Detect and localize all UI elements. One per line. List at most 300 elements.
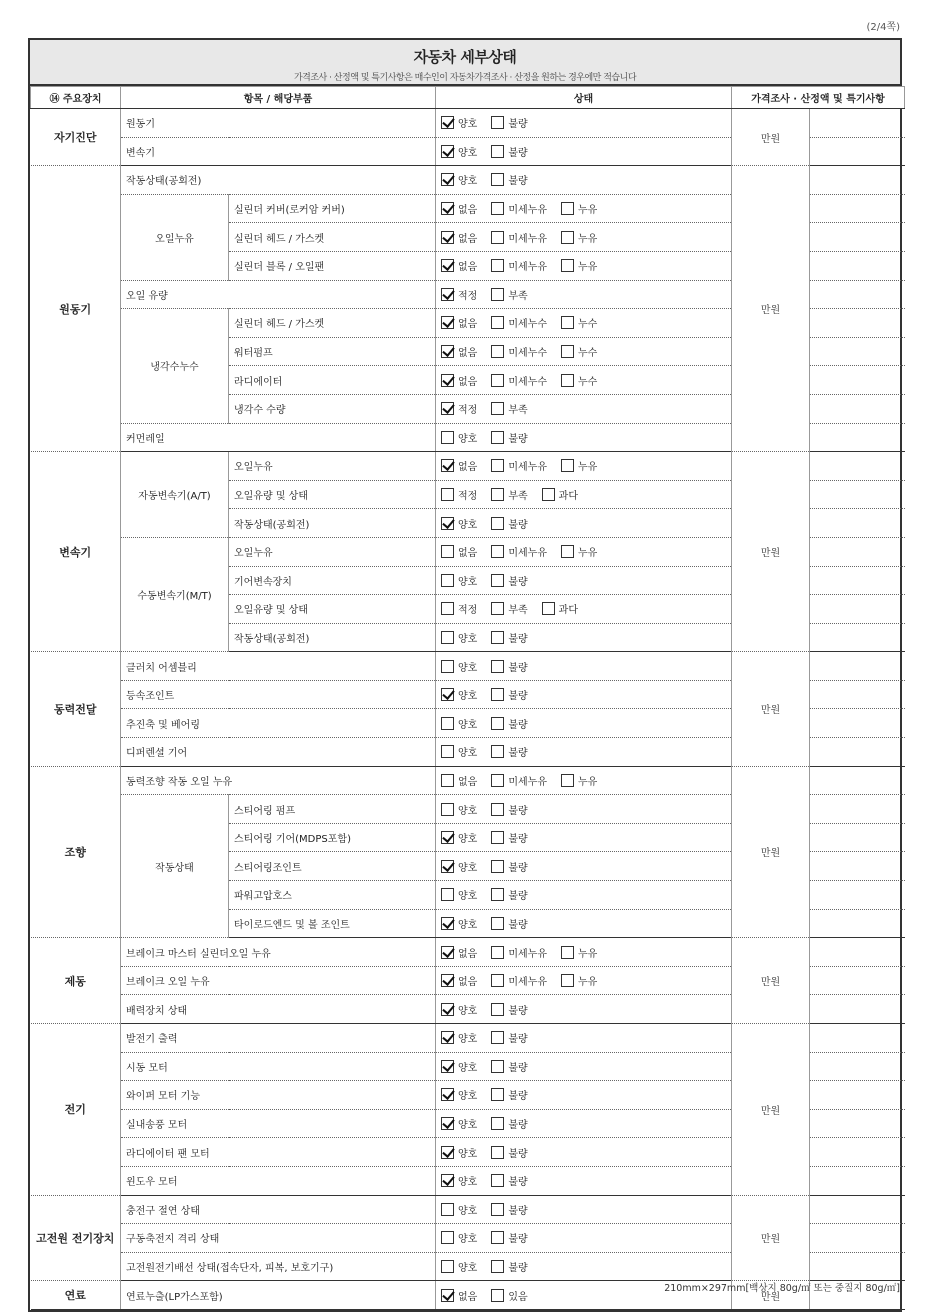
status-option[interactable] <box>441 687 477 702</box>
item-label: 라디에이터 팬 모터 <box>121 1138 436 1167</box>
checkbox[interactable] <box>542 488 555 501</box>
option-label: 미세누유 <box>508 462 547 474</box>
status-option[interactable] <box>491 401 527 416</box>
remarks-cell[interactable] <box>810 1224 905 1253</box>
status-cell <box>436 766 732 795</box>
status-option[interactable] <box>491 1116 527 1131</box>
remarks-cell[interactable] <box>810 709 905 738</box>
table-row <box>31 652 905 681</box>
remarks-cell[interactable] <box>810 337 905 366</box>
checkbox[interactable] <box>491 231 504 244</box>
status-option[interactable] <box>491 687 527 702</box>
checked-checkbox[interactable] <box>441 1060 454 1073</box>
checked-checkbox[interactable] <box>441 1289 454 1302</box>
checkbox[interactable] <box>491 1117 504 1130</box>
option-label: 누유 <box>577 548 598 560</box>
checked-checkbox[interactable] <box>441 345 454 358</box>
status-option[interactable] <box>491 1059 527 1074</box>
checkbox[interactable] <box>441 1203 454 1216</box>
status-option[interactable] <box>491 1145 527 1160</box>
status-option[interactable] <box>441 916 477 931</box>
status-option[interactable] <box>441 1087 477 1102</box>
remarks-cell[interactable] <box>810 623 905 652</box>
status-option[interactable] <box>441 544 477 559</box>
option-label: 양호 <box>458 862 478 874</box>
status-option[interactable] <box>441 659 477 674</box>
checkbox[interactable] <box>561 459 574 472</box>
checkbox[interactable] <box>561 946 574 959</box>
option-label: 적정 <box>458 491 478 503</box>
option-label: 불량 <box>508 748 528 760</box>
checkbox[interactable] <box>441 631 454 644</box>
sub-category: 자동변속기(A/T) <box>121 452 229 538</box>
checkbox[interactable] <box>491 345 504 358</box>
remarks-cell[interactable] <box>810 881 905 910</box>
status-option[interactable] <box>491 315 547 330</box>
option-label: 양호 <box>458 805 478 817</box>
checkbox[interactable] <box>491 1003 504 1016</box>
checked-checkbox[interactable] <box>441 1174 454 1187</box>
checked-checkbox[interactable] <box>441 1146 454 1159</box>
status-option[interactable] <box>561 773 597 788</box>
status-options <box>441 830 726 845</box>
status-option[interactable] <box>491 344 547 359</box>
status-option[interactable] <box>441 230 477 245</box>
remarks-cell[interactable] <box>810 1252 905 1281</box>
status-option[interactable] <box>441 1259 477 1274</box>
checked-checkbox[interactable] <box>441 288 454 301</box>
checkbox[interactable] <box>491 545 504 558</box>
status-option[interactable] <box>441 373 477 388</box>
item-label: 발전기 출력 <box>121 1024 436 1053</box>
option-label: 불량 <box>508 1148 528 1160</box>
checkbox[interactable] <box>491 1174 504 1187</box>
checkbox[interactable] <box>491 116 504 129</box>
checkbox[interactable] <box>542 602 555 615</box>
option-label: 불량 <box>508 1120 528 1132</box>
status-option[interactable] <box>441 1230 477 1245</box>
header-status: 상태 <box>436 87 732 109</box>
checkbox[interactable] <box>491 517 504 530</box>
status-option[interactable] <box>491 1030 527 1045</box>
checkbox[interactable] <box>561 259 574 272</box>
status-options <box>441 258 726 273</box>
checkbox[interactable] <box>491 145 504 158</box>
remarks-cell[interactable] <box>810 309 905 338</box>
status-option[interactable] <box>441 487 477 502</box>
checked-checkbox[interactable] <box>441 145 454 158</box>
status-option[interactable] <box>561 373 597 388</box>
status-option[interactable] <box>441 859 477 874</box>
item-label: 스티어링 펌프 <box>229 795 436 824</box>
checkbox[interactable] <box>491 774 504 787</box>
status-option[interactable] <box>441 201 477 216</box>
option-label: 미세누유 <box>508 776 547 788</box>
checkbox[interactable] <box>491 602 504 615</box>
status-option[interactable] <box>491 573 527 588</box>
option-label: 누유 <box>577 205 598 217</box>
checked-checkbox[interactable] <box>441 831 454 844</box>
price-unit: 만원 <box>732 452 810 652</box>
item-label: 워터펌프 <box>229 337 436 366</box>
checkbox[interactable] <box>491 1031 504 1044</box>
checkbox[interactable] <box>491 1088 504 1101</box>
option-label: 불량 <box>508 862 528 874</box>
status-options <box>441 945 726 960</box>
remarks-cell[interactable] <box>810 394 905 423</box>
status-option[interactable] <box>542 601 578 616</box>
checked-checkbox[interactable] <box>441 374 454 387</box>
status-options <box>441 687 726 702</box>
status-option[interactable] <box>491 945 547 960</box>
checkbox[interactable] <box>491 574 504 587</box>
checkbox[interactable] <box>491 1260 504 1273</box>
status-option[interactable] <box>441 573 477 588</box>
status-option[interactable] <box>561 201 597 216</box>
status-option[interactable] <box>441 1059 477 1074</box>
status-option[interactable] <box>561 230 597 245</box>
checked-checkbox[interactable] <box>441 259 454 272</box>
remarks-cell[interactable] <box>810 109 905 138</box>
status-option[interactable] <box>491 373 547 388</box>
status-option[interactable] <box>441 401 477 416</box>
status-option[interactable] <box>491 144 527 159</box>
checkbox[interactable] <box>561 974 574 987</box>
remarks-cell[interactable] <box>810 595 905 624</box>
status-option[interactable] <box>542 487 578 502</box>
option-label: 미세누유 <box>508 205 547 217</box>
checked-checkbox[interactable] <box>441 1031 454 1044</box>
status-option[interactable] <box>491 859 527 874</box>
status-option[interactable] <box>491 230 547 245</box>
status-option[interactable] <box>441 1202 477 1217</box>
remarks-cell[interactable] <box>810 795 905 824</box>
checked-checkbox[interactable] <box>441 974 454 987</box>
checked-checkbox[interactable] <box>441 173 454 186</box>
status-option[interactable] <box>491 830 527 845</box>
status-option[interactable] <box>441 458 477 473</box>
item-label: 작동상태(공회전) <box>121 166 436 195</box>
status-option[interactable] <box>441 315 477 330</box>
remarks-cell[interactable] <box>810 137 905 166</box>
header-device: ⑭ 주요장치 <box>31 87 121 109</box>
status-option[interactable] <box>491 172 527 187</box>
status-option[interactable] <box>491 287 527 302</box>
status-option[interactable] <box>441 630 477 645</box>
option-label: 과다 <box>558 491 578 503</box>
status-option[interactable] <box>491 1288 527 1303</box>
checkbox[interactable] <box>491 860 504 873</box>
item-label: 파워고압호스 <box>229 881 436 910</box>
remarks-cell[interactable] <box>810 1109 905 1138</box>
status-option[interactable] <box>441 1173 477 1188</box>
remarks-cell[interactable] <box>810 909 905 938</box>
status-option[interactable] <box>441 773 477 788</box>
status-option[interactable] <box>491 630 527 645</box>
checked-checkbox[interactable] <box>441 1117 454 1130</box>
status-option[interactable] <box>561 945 597 960</box>
status-option[interactable] <box>491 430 527 445</box>
option-label: 양호 <box>458 176 478 188</box>
checkbox[interactable] <box>491 202 504 215</box>
price-unit: 만원 <box>732 652 810 766</box>
remarks-cell[interactable] <box>810 537 905 566</box>
status-options <box>441 659 726 674</box>
checkbox[interactable] <box>441 488 454 501</box>
checkbox[interactable] <box>491 688 504 701</box>
option-label: 불량 <box>508 1062 528 1074</box>
status-option[interactable] <box>441 802 477 817</box>
status-option[interactable] <box>441 287 477 302</box>
remarks-cell[interactable] <box>810 509 905 538</box>
status-option[interactable] <box>441 144 477 159</box>
status-option[interactable] <box>491 716 527 731</box>
item-label: 오일누유 <box>229 537 436 566</box>
remarks-cell[interactable] <box>810 423 905 452</box>
checked-checkbox[interactable] <box>441 202 454 215</box>
status-option[interactable] <box>441 601 477 616</box>
remarks-cell[interactable] <box>810 766 905 795</box>
checkbox[interactable] <box>491 1289 504 1302</box>
checkbox[interactable] <box>491 1203 504 1216</box>
remarks-cell[interactable] <box>810 1024 905 1053</box>
option-label: 불량 <box>508 519 528 531</box>
remarks-cell[interactable] <box>810 1052 905 1081</box>
status-option[interactable] <box>491 601 527 616</box>
status-option[interactable] <box>491 887 527 902</box>
option-label: 미세누유 <box>508 548 547 560</box>
checked-checkbox[interactable] <box>441 116 454 129</box>
option-label: 미세누수 <box>508 319 547 331</box>
remarks-cell[interactable] <box>810 966 905 995</box>
status-option[interactable] <box>491 544 547 559</box>
item-label: 원동기 <box>121 109 436 138</box>
status-options <box>441 172 726 187</box>
checked-checkbox[interactable] <box>441 1003 454 1016</box>
status-options <box>441 973 726 988</box>
checkbox[interactable] <box>491 946 504 959</box>
checkbox[interactable] <box>491 888 504 901</box>
status-option[interactable] <box>491 487 527 502</box>
checkbox[interactable] <box>491 488 504 501</box>
checkbox[interactable] <box>491 1146 504 1159</box>
checked-checkbox[interactable] <box>441 316 454 329</box>
checked-checkbox[interactable] <box>441 1088 454 1101</box>
status-option[interactable] <box>441 1116 477 1131</box>
remarks-cell[interactable] <box>810 995 905 1024</box>
checkbox[interactable] <box>441 717 454 730</box>
checkbox[interactable] <box>491 717 504 730</box>
checkbox[interactable] <box>491 288 504 301</box>
status-option[interactable] <box>441 115 477 130</box>
status-option[interactable] <box>441 887 477 902</box>
status-option[interactable] <box>491 458 547 473</box>
status-option[interactable] <box>441 516 477 531</box>
status-option[interactable] <box>491 1173 527 1188</box>
status-option[interactable] <box>491 201 547 216</box>
status-option[interactable] <box>491 773 547 788</box>
remarks-cell[interactable] <box>810 251 905 280</box>
status-options <box>441 601 726 616</box>
checkbox[interactable] <box>491 374 504 387</box>
checkbox[interactable] <box>561 231 574 244</box>
status-option[interactable] <box>441 830 477 845</box>
device-category: 자기진단 <box>31 109 121 166</box>
checked-checkbox[interactable] <box>441 917 454 930</box>
status-option[interactable] <box>491 916 527 931</box>
status-option[interactable] <box>441 716 477 731</box>
checkbox[interactable] <box>561 202 574 215</box>
status-options <box>441 1059 726 1074</box>
checkbox[interactable] <box>491 631 504 644</box>
remarks-cell[interactable] <box>810 280 905 309</box>
remarks-cell[interactable] <box>810 223 905 252</box>
price-unit: 만원 <box>732 166 810 452</box>
checkbox[interactable] <box>491 831 504 844</box>
checkbox[interactable] <box>561 316 574 329</box>
status-option[interactable] <box>491 973 547 988</box>
remarks-cell[interactable] <box>810 566 905 595</box>
remarks-cell[interactable] <box>810 823 905 852</box>
option-label: 불량 <box>508 576 528 588</box>
item-label: 커먼레일 <box>121 423 436 452</box>
status-option[interactable] <box>441 1145 477 1160</box>
status-option[interactable] <box>441 1030 477 1045</box>
status-option[interactable] <box>561 315 597 330</box>
checked-checkbox[interactable] <box>441 860 454 873</box>
checkbox[interactable] <box>491 259 504 272</box>
status-option[interactable] <box>441 258 477 273</box>
option-label: 불량 <box>508 176 528 188</box>
checkbox[interactable] <box>441 660 454 673</box>
status-option[interactable] <box>561 458 597 473</box>
checkbox[interactable] <box>491 459 504 472</box>
checkbox[interactable] <box>491 803 504 816</box>
checkbox[interactable] <box>441 803 454 816</box>
status-options <box>441 1030 726 1045</box>
table-row <box>31 938 905 967</box>
option-label: 누수 <box>577 376 598 388</box>
status-option[interactable] <box>441 1288 477 1303</box>
remarks-cell[interactable] <box>810 680 905 709</box>
remarks-cell[interactable] <box>810 1081 905 1110</box>
status-option[interactable] <box>441 973 477 988</box>
status-option[interactable] <box>491 1002 527 1017</box>
status-option[interactable] <box>441 344 477 359</box>
remarks-cell[interactable] <box>810 938 905 967</box>
checkbox[interactable] <box>491 316 504 329</box>
status-option[interactable] <box>491 1087 527 1102</box>
status-options <box>441 1145 726 1160</box>
page-title: 자동차 세부상태 <box>413 48 517 66</box>
status-option[interactable] <box>441 430 477 445</box>
status-options <box>441 115 726 130</box>
status-option[interactable] <box>491 744 527 759</box>
status-option[interactable] <box>491 802 527 817</box>
status-option[interactable] <box>491 115 527 130</box>
status-option[interactable] <box>441 945 477 960</box>
status-option[interactable] <box>441 744 477 759</box>
remarks-cell[interactable] <box>810 1195 905 1224</box>
checkbox[interactable] <box>441 774 454 787</box>
status-cell <box>436 109 732 138</box>
option-label: 양호 <box>458 1091 478 1103</box>
option-label: 양호 <box>458 1034 478 1046</box>
status-option[interactable] <box>491 258 547 273</box>
remarks-cell[interactable] <box>810 852 905 881</box>
checked-checkbox[interactable] <box>441 688 454 701</box>
checkbox[interactable] <box>491 1231 504 1244</box>
remarks-cell[interactable] <box>810 194 905 223</box>
remarks-cell[interactable] <box>810 1138 905 1167</box>
status-option[interactable] <box>491 516 527 531</box>
checkbox[interactable] <box>561 345 574 358</box>
remarks-cell[interactable] <box>810 452 905 481</box>
checkbox[interactable] <box>561 774 574 787</box>
remarks-cell[interactable] <box>810 1166 905 1195</box>
checkbox[interactable] <box>491 745 504 758</box>
remarks-cell[interactable] <box>810 166 905 195</box>
checkbox[interactable] <box>441 745 454 758</box>
checkbox[interactable] <box>491 974 504 987</box>
checked-checkbox[interactable] <box>441 459 454 472</box>
checkbox[interactable] <box>491 917 504 930</box>
checkbox[interactable] <box>561 374 574 387</box>
device-category: 전기 <box>31 1024 121 1196</box>
checkbox[interactable] <box>491 173 504 186</box>
status-option[interactable] <box>491 1259 527 1274</box>
status-option[interactable] <box>491 1230 527 1245</box>
item-label: 윈도우 모터 <box>121 1166 436 1195</box>
table-row <box>31 166 905 195</box>
checkbox[interactable] <box>491 660 504 673</box>
checkbox[interactable] <box>441 545 454 558</box>
checked-checkbox[interactable] <box>441 517 454 530</box>
status-cell <box>436 995 732 1024</box>
remarks-cell[interactable] <box>810 738 905 767</box>
checkbox[interactable] <box>441 888 454 901</box>
checked-checkbox[interactable] <box>441 231 454 244</box>
checkbox[interactable] <box>441 574 454 587</box>
item-label: 시동 모터 <box>121 1052 436 1081</box>
remarks-cell[interactable] <box>810 366 905 395</box>
status-option[interactable] <box>561 258 597 273</box>
option-label: 부족 <box>508 491 528 503</box>
status-cell <box>436 309 732 338</box>
checkbox[interactable] <box>491 431 504 444</box>
status-cell <box>436 394 732 423</box>
status-option[interactable] <box>561 344 597 359</box>
checkbox[interactable] <box>441 1231 454 1244</box>
status-option[interactable] <box>561 973 597 988</box>
checkbox[interactable] <box>441 431 454 444</box>
status-option[interactable] <box>441 1002 477 1017</box>
checkbox[interactable] <box>491 402 504 415</box>
checkbox[interactable] <box>491 1060 504 1073</box>
checkbox[interactable] <box>441 1260 454 1273</box>
status-option[interactable] <box>491 659 527 674</box>
checkbox[interactable] <box>441 602 454 615</box>
remarks-cell[interactable] <box>810 652 905 681</box>
status-option[interactable] <box>561 544 597 559</box>
checked-checkbox[interactable] <box>441 402 454 415</box>
status-option[interactable] <box>441 172 477 187</box>
checked-checkbox[interactable] <box>441 946 454 959</box>
remarks-cell[interactable] <box>810 480 905 509</box>
status-cell <box>436 537 732 566</box>
status-option[interactable] <box>491 1202 527 1217</box>
checkbox[interactable] <box>561 545 574 558</box>
